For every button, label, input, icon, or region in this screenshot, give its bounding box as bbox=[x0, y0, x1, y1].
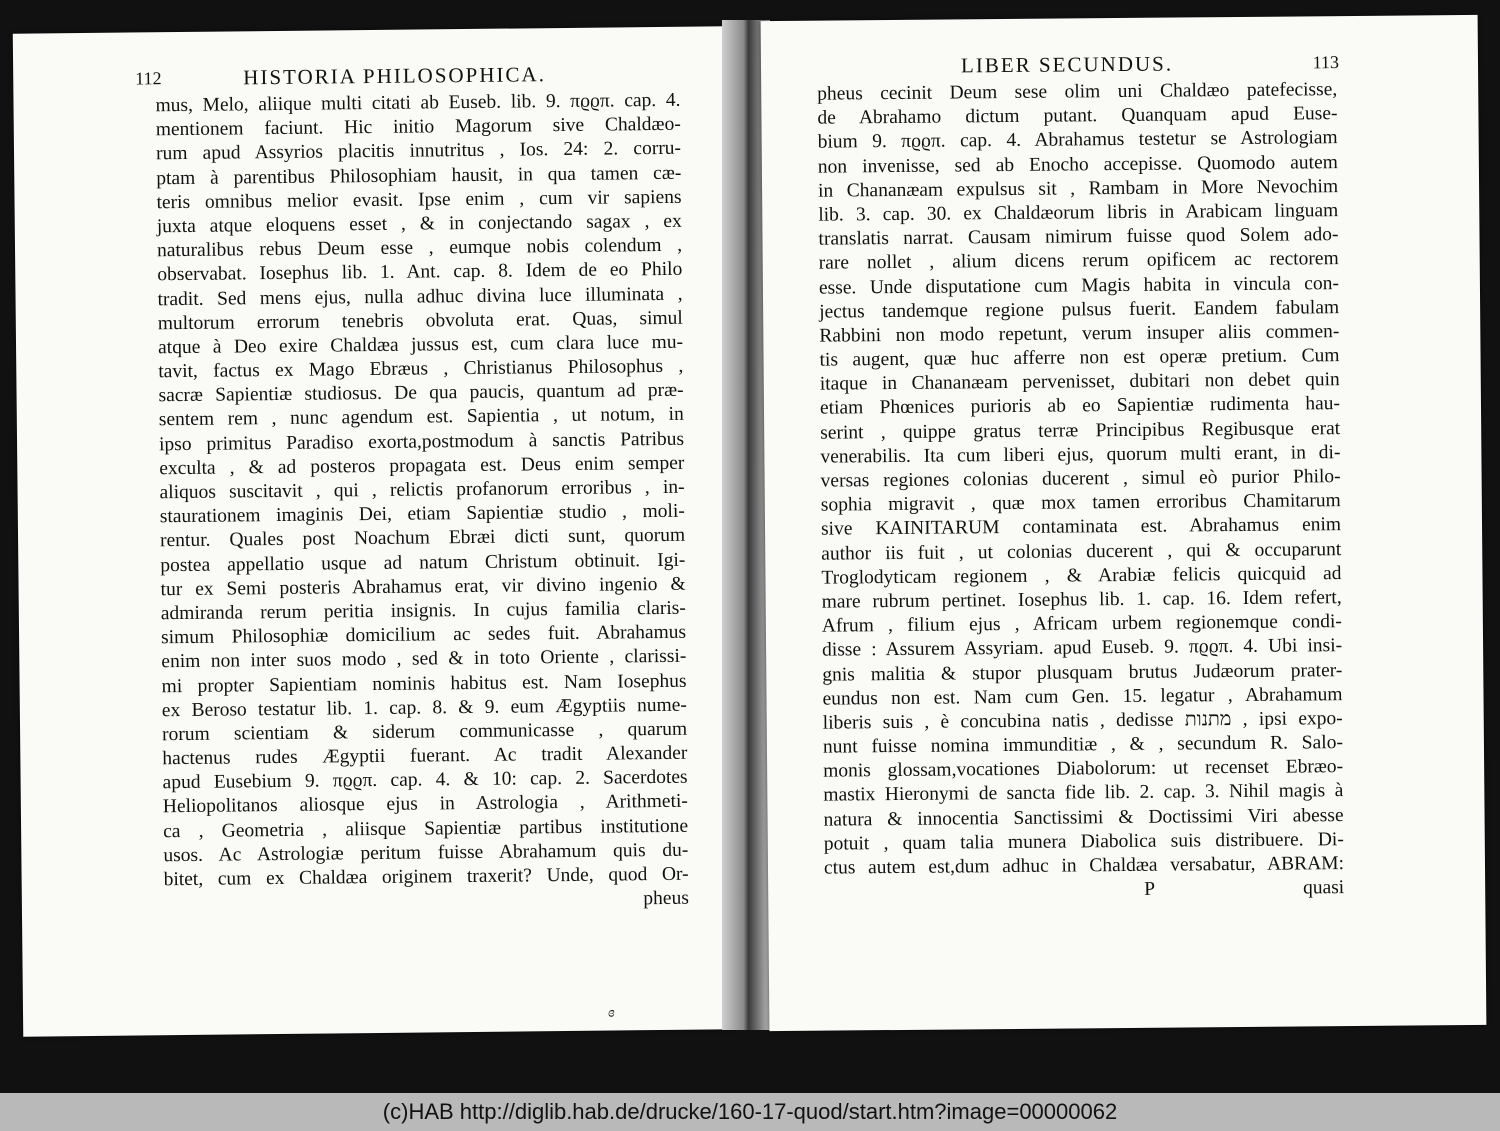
text-line: serint , quippe gratus terræ Principibus Regibusque erat bbox=[820, 417, 1341, 444]
text-line: non invenisse, sed ab Enocho accepisse. Quomodo autem bbox=[817, 151, 1338, 178]
text-line: mus, Melo, aliique multi citati ab Euseb. lib. 9. πϱϱπ. cap. 4. bbox=[155, 89, 681, 117]
signature-row bbox=[824, 876, 1344, 905]
text-line: usos. Ac Astrologiæ peritum fuisse Abrahamum quis du- bbox=[163, 839, 689, 867]
text-line: lib. 3. cap. 30. ex Chaldæorum libris in Arabicam linguam bbox=[818, 200, 1339, 226]
left-header bbox=[135, 62, 583, 90]
text-line: sive KAINITARUM contaminata est. Abrahamus enim bbox=[820, 514, 1342, 541]
catchword: quasi bbox=[1302, 877, 1345, 899]
text-line: esse. Unde disputatione cum Magis habita in vincula con- bbox=[818, 272, 1340, 299]
right-page bbox=[761, 15, 1487, 1031]
text-line: sophia migravit , quæ mox tamen erroribus Chamitarum bbox=[820, 490, 1341, 516]
text-line: Rabbini non modo repetunt, verum insuper aliis commen- bbox=[819, 320, 1340, 347]
text-line: postea appellatio usque ad natum Christum obtinuit. Igi- bbox=[160, 549, 686, 576]
text-line: mare rubrum pertinet. Iosephus lib. 1. cap. 16. Idem refert, bbox=[821, 587, 1342, 613]
text-line: Troglodyticam regionem , & Arabiæ felicis quicquid ad bbox=[821, 562, 1342, 589]
text-line: teris omnibus melior evasit. Ipse enim , cum vir sapiens bbox=[156, 186, 682, 214]
text-line: bitet, cum ex Chaldæa originem traxerit? Unde, quod Or- bbox=[163, 863, 689, 891]
text-line: etiam Phœnices purioris ab eo Sapientiæ rudimenta hau- bbox=[819, 393, 1341, 420]
text-line: ptam à parentibus Philosophiam hausit, in qua tamen cæ- bbox=[156, 162, 682, 189]
text-line: ipso primitus Paradiso exorta,postmodum à sanctis Patribus bbox=[158, 428, 685, 455]
text-line: admiranda rerum peritia insignis. In cujus familia claris- bbox=[160, 597, 686, 625]
text-line: ex Beroso testatur lib. 1. cap. 8. & 9. eum Ægyptiis nume- bbox=[161, 694, 687, 721]
right-header bbox=[811, 50, 1340, 78]
text-line: mentionem faciunt. Hic initio Magorum sive Chaldæo- bbox=[155, 113, 681, 141]
text-line: Afrum , filium ejus , Africam urbem regionemque condi- bbox=[821, 611, 1342, 637]
text-line: observabat. Iosephus lib. 1. Ant. cap. 8. Idem de eo Philo bbox=[157, 259, 683, 286]
text-line: hactenus rudes Ægyptii fuerant. Ac tradit Alexander bbox=[162, 742, 688, 770]
text-line: rare nollet , alium dicens rerum opificem ac rectorem bbox=[818, 248, 1339, 274]
text-line: sacræ Sapientiæ studiosus. De qua paucis, quantum ad præ- bbox=[158, 380, 684, 407]
text-line: tradit. Sed mens ejus, nulla adhuc divina luce illuminata , bbox=[157, 283, 683, 310]
text-line: de Abrahamo dictum putant. Quanquam apud Euse- bbox=[817, 103, 1338, 129]
text-line: gnis malitia & stupor plusquam brutus Judæorum prater- bbox=[822, 659, 1343, 686]
text-line: jectus tandemque regione pulsus fuerit. Eandem fabulam bbox=[819, 296, 1340, 323]
text-line: disse : Assurem Assyriam. apud Euseb. 9. πϱϱπ. 4. Ubi insi- bbox=[822, 635, 1343, 661]
text-line: versas regiones colonias ducerent , simul eò purior Philo- bbox=[820, 466, 1341, 492]
text-line: naturalibus rebus Deum esse , eumque nobis colendum , bbox=[156, 234, 683, 262]
text-line: monis glossam,vocationes Diabolorum: ut recenset Ebræo- bbox=[823, 756, 1344, 782]
text-line: potuit , quam talia munera Diabolica suis distribuere. Di- bbox=[823, 828, 1344, 855]
right-text-block bbox=[817, 78, 1344, 905]
text-line: juxta atque eloquens esset , & in conjectando sagax , ex bbox=[156, 210, 682, 238]
text-line: liberis suis , è concubina natis , dedisse מתנות , ipsi expo- bbox=[822, 707, 1343, 734]
text-line: exculta , & ad posteros propagata est. Deus enim semper bbox=[159, 452, 685, 480]
text-line: author iis fuit , ut colonias ducerent , qui & occuparunt bbox=[821, 538, 1342, 565]
text-line: multorum errorum tenebris obvoluta erat. Quas, simul bbox=[157, 307, 683, 334]
text-line: venerabilis. Ita cum liberi ejus, quorum multi erant, in di- bbox=[820, 441, 1341, 468]
text-line: tis augent, quæ huc afferre non est operæ pretium. Cum bbox=[819, 345, 1340, 371]
text-line: pheus cecinit Deum sese olim uni Chaldæo patefecisse, bbox=[817, 79, 1338, 105]
text-line: Heliopolitanos aliosque ejus in Astrologia , Arithmeti- bbox=[162, 791, 688, 818]
text-line: sentem rem , nunc agendum est. Sapientia , ut notum, in bbox=[158, 404, 684, 431]
signature-mark: P bbox=[1144, 878, 1156, 901]
text-line: itaque in Chananæam pervenisset, dubitari non debet quin bbox=[819, 369, 1340, 395]
text-line: atque à Deo exire Chaldæa jussus est, cum clara luce mu- bbox=[157, 331, 684, 359]
text-line: eundus non est. Nam cum Gen. 15. legatur , Abrahamum bbox=[822, 683, 1343, 710]
catchword: pheus bbox=[643, 887, 689, 910]
copyright-banner: (c)HAB http://diglib.hab.de/drucke/160-17-quod/start.htm?image=00000062 bbox=[0, 1093, 1500, 1131]
left-page bbox=[13, 26, 735, 1036]
left-text-block bbox=[155, 89, 689, 917]
text-line: translatis narrat. Causam nimirum fuisse quod Solem ado- bbox=[818, 224, 1339, 250]
right-page-number: 113 bbox=[1312, 52, 1340, 73]
text-line: bium 9. πϱϱπ. cap. 4. Abrahamus testetur se Astrologiam bbox=[817, 127, 1338, 154]
text-line: rum apud Assyrios placitis innutritus , Ios. 24: 2. corru- bbox=[155, 138, 682, 165]
text-line: apud Eusebium 9. πϱϱπ. cap. 4. & 10: cap. 2. Sacerdotes bbox=[162, 766, 688, 794]
text-line: tavit, factus ex Mago Ebræus , Christianus Philosophus , bbox=[158, 355, 684, 383]
text-line: ctus autem est,dum adhuc in Chaldæa versabatur, ABRAM: bbox=[823, 853, 1345, 879]
text-line: in Chananæam expulsus sit , Rambam in More Nevochim bbox=[817, 175, 1339, 202]
left-running-head: HISTORIA PHILOSOPHICA. bbox=[243, 62, 547, 90]
left-page-number: 112 bbox=[135, 68, 162, 89]
text-line: enim non inter suos modo , sed & in toto Oriente , clarissi- bbox=[161, 646, 687, 673]
text-line: mi propter Sapientiam nominis habitus est. Nam Iosephus bbox=[161, 670, 687, 697]
text-line: rorum scientiam & siderum communicasse , quarum bbox=[162, 718, 688, 746]
text-line: ca , Geometria , aliisque Sapientiæ partibus institutione bbox=[163, 815, 689, 842]
text-line: staurationem imaginis Dei, etiam Sapientiæ studio , moli- bbox=[159, 500, 685, 528]
text-line: tur ex Semi posteris Abrahamus erat, vir divino ingenio & bbox=[160, 573, 686, 600]
text-line: simum Philosophiæ domicilium ac sedes fuit. Abrahamus bbox=[160, 621, 687, 649]
text-line: mastix Hieronymi de sancta fide lib. 2. cap. 3. Nihil magis à bbox=[823, 780, 1344, 807]
text-line: aliquos suscitavit , qui , relictis profanorum erroribus , in- bbox=[159, 476, 685, 504]
right-running-head: LIBER SECUNDUS. bbox=[960, 51, 1174, 78]
text-line: natura & innocentia Sanctissimi & Doctissimi Viri abesse bbox=[823, 804, 1344, 831]
text-line: nunt fuisse nomina immunditiæ , & , secundum R. Salo- bbox=[822, 732, 1344, 758]
footer-mark: ɞ bbox=[607, 1005, 615, 1021]
text-line: rentur. Quales post Noachum Ebræi dicti sunt, quorum bbox=[159, 525, 686, 552]
